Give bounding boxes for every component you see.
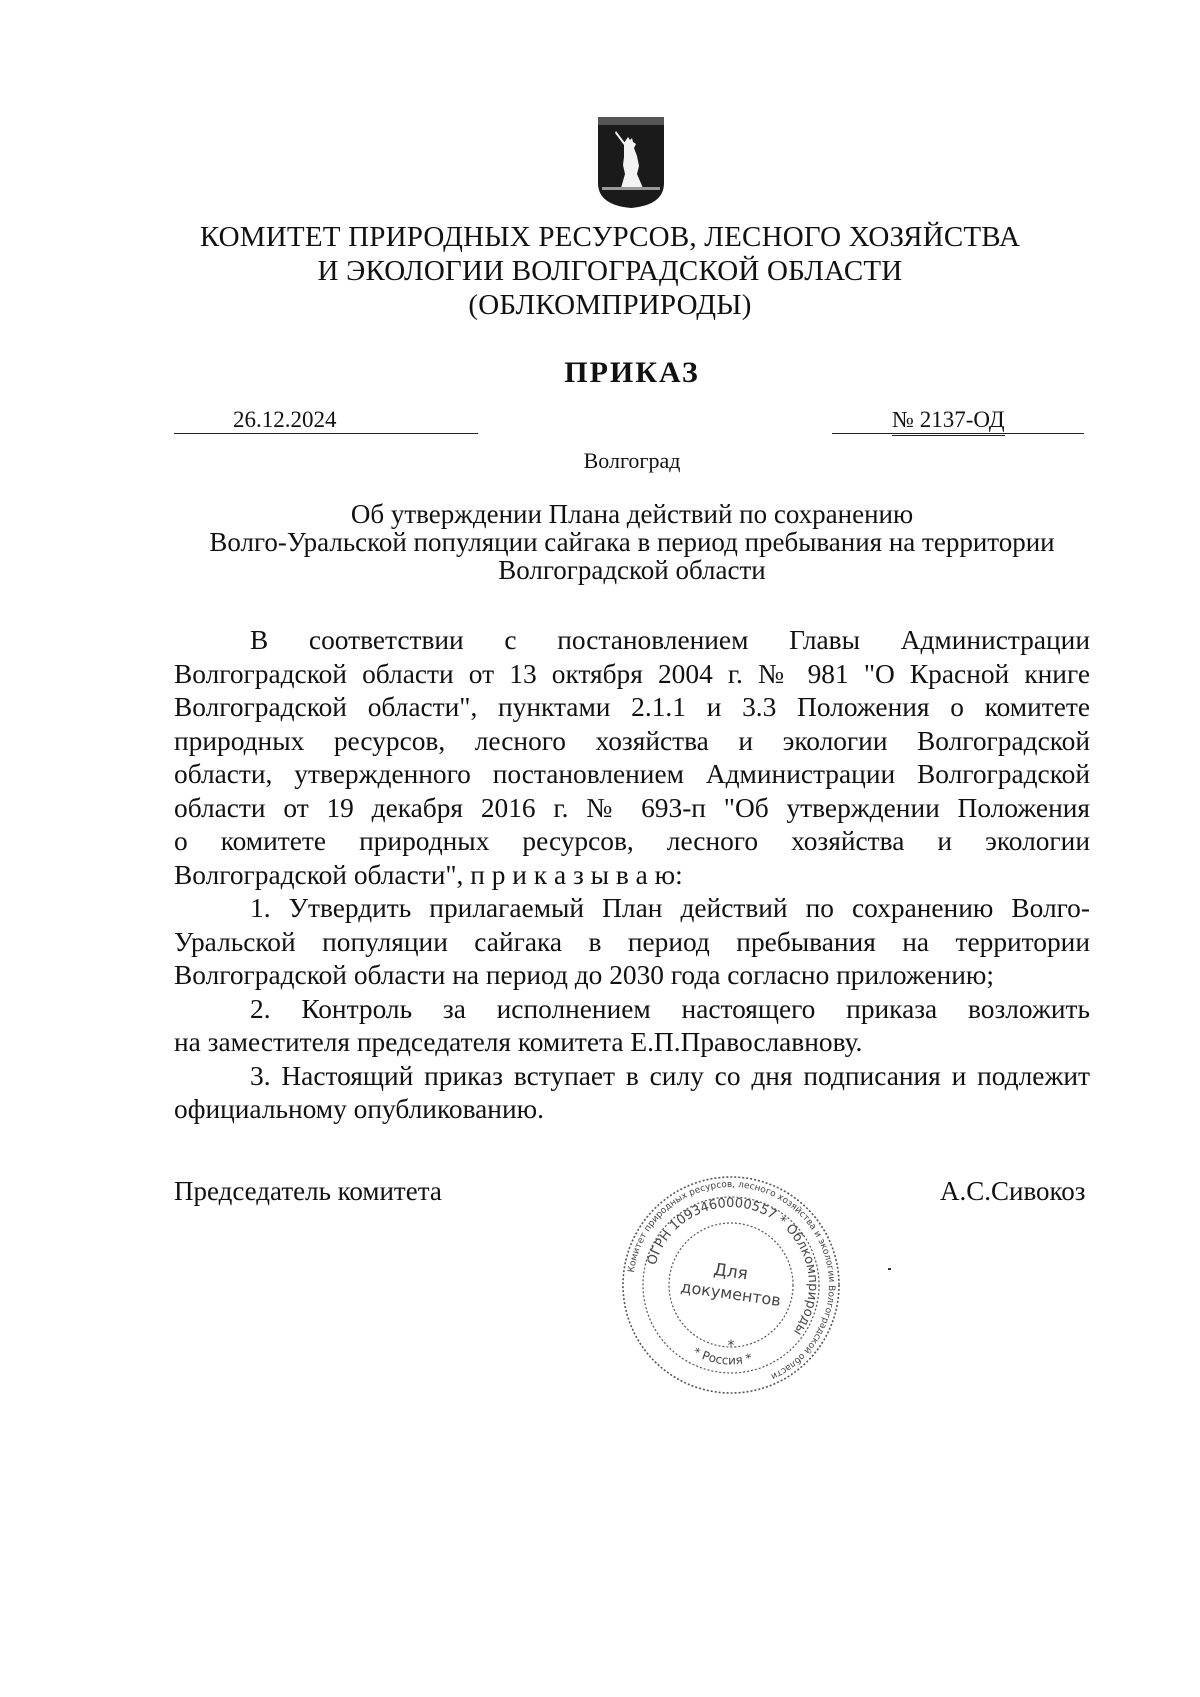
stamp-bottom-text: * Россия * <box>690 1344 754 1368</box>
body-line: области от 19 декабря 2016 г. № 693-п "Об утверждении Положения <box>174 792 1090 823</box>
body-line: на заместителя председателя комитета Е.П.Православнову. <box>174 1027 863 1057</box>
org-line-1: КОМИТЕТ ПРИРОДНЫХ РЕСУРСОВ, ЛЕСНОГО ХОЗЯЙСТВА <box>199 221 1021 253</box>
city: Волгоград <box>583 448 681 473</box>
number-field <box>832 407 1084 434</box>
volgograd-coat-of-arms-emblem <box>594 113 668 209</box>
org-line-2: И ЭКОЛОГИИ ВОЛГОГРАДСКОЙ ОБЛАСТИ <box>317 255 903 287</box>
body-line: 1. Утвердить прилагаемый План действий по сохранению Волго- <box>250 893 1090 923</box>
subject-line-1: Об утверждении Плана действий по сохранению <box>350 499 914 529</box>
body-line: Уральской популяции сайгака в период пребывания на территории <box>174 926 1090 957</box>
body-line: 3. Настоящий приказ вступает в силу со дня подписания и подлежит <box>250 1060 1090 1091</box>
svg-text:*: * <box>727 1338 735 1354</box>
stamp-center-line-2: документов <box>679 1277 783 1310</box>
body-line: природных ресурсов, лесного хозяйства и экологии Волгоградской <box>174 725 1090 756</box>
date-field <box>174 407 478 434</box>
ink-speck <box>888 1268 891 1270</box>
stamp-center-line-1: Для <box>712 1259 750 1285</box>
subject-heading <box>150 500 1114 584</box>
document-type-title: ПРИКАЗ <box>564 356 700 389</box>
body-line: Волгоградской области на период до 2030 года согласно приложению; <box>174 960 994 990</box>
body-line: официальному опубликованию. <box>174 1094 544 1124</box>
body-line: области, утвержденного постановлением Администрации Волгоградской <box>174 759 1090 789</box>
signatory-name: А.С.Сивокоз <box>940 1176 1086 1206</box>
body-line: Волгоградской области", пунктами 2.1.1 и 3.3 Положения о комитете <box>174 692 1090 722</box>
subject-line-2: Волго-Уральской популяции сайгака в период пребывания на территории <box>209 527 1055 557</box>
body-line: Волгоградской области от 13 октября 2004 г. № 981 "О Красной книге <box>174 658 1090 689</box>
order-body <box>174 624 1090 1127</box>
signatory-position: Председатель комитета <box>174 1176 442 1206</box>
subject-line-3: Волгоградской области <box>498 555 766 585</box>
body-line: 2. Контроль за исполнением настоящего приказа возложить <box>250 993 1090 1024</box>
stamp-outer-text: Комитет природных ресурсов, лесного хозяйства и экологии Волгоградской области <box>626 1179 837 1382</box>
body-line: о комитете природных ресурсов, лесного хозяйства и экологии <box>174 826 1090 856</box>
organization-name <box>180 220 1040 322</box>
body-line: Волгоградской области", п р и к а з ы в а ю: <box>174 859 683 890</box>
org-line-3: (ОБЛКОМПРИРОДЫ) <box>468 289 752 321</box>
official-seal-stamp <box>618 1172 844 1398</box>
stamp-inner-text: ОГРН 1093460000557 * Облкомприроды <box>644 1195 821 1339</box>
document-number: № 2137-ОД <box>892 407 1005 432</box>
body-line: В соответствии с постановлением Главы Администрации <box>250 625 1090 655</box>
document-date: 26.12.2024 <box>233 407 337 432</box>
